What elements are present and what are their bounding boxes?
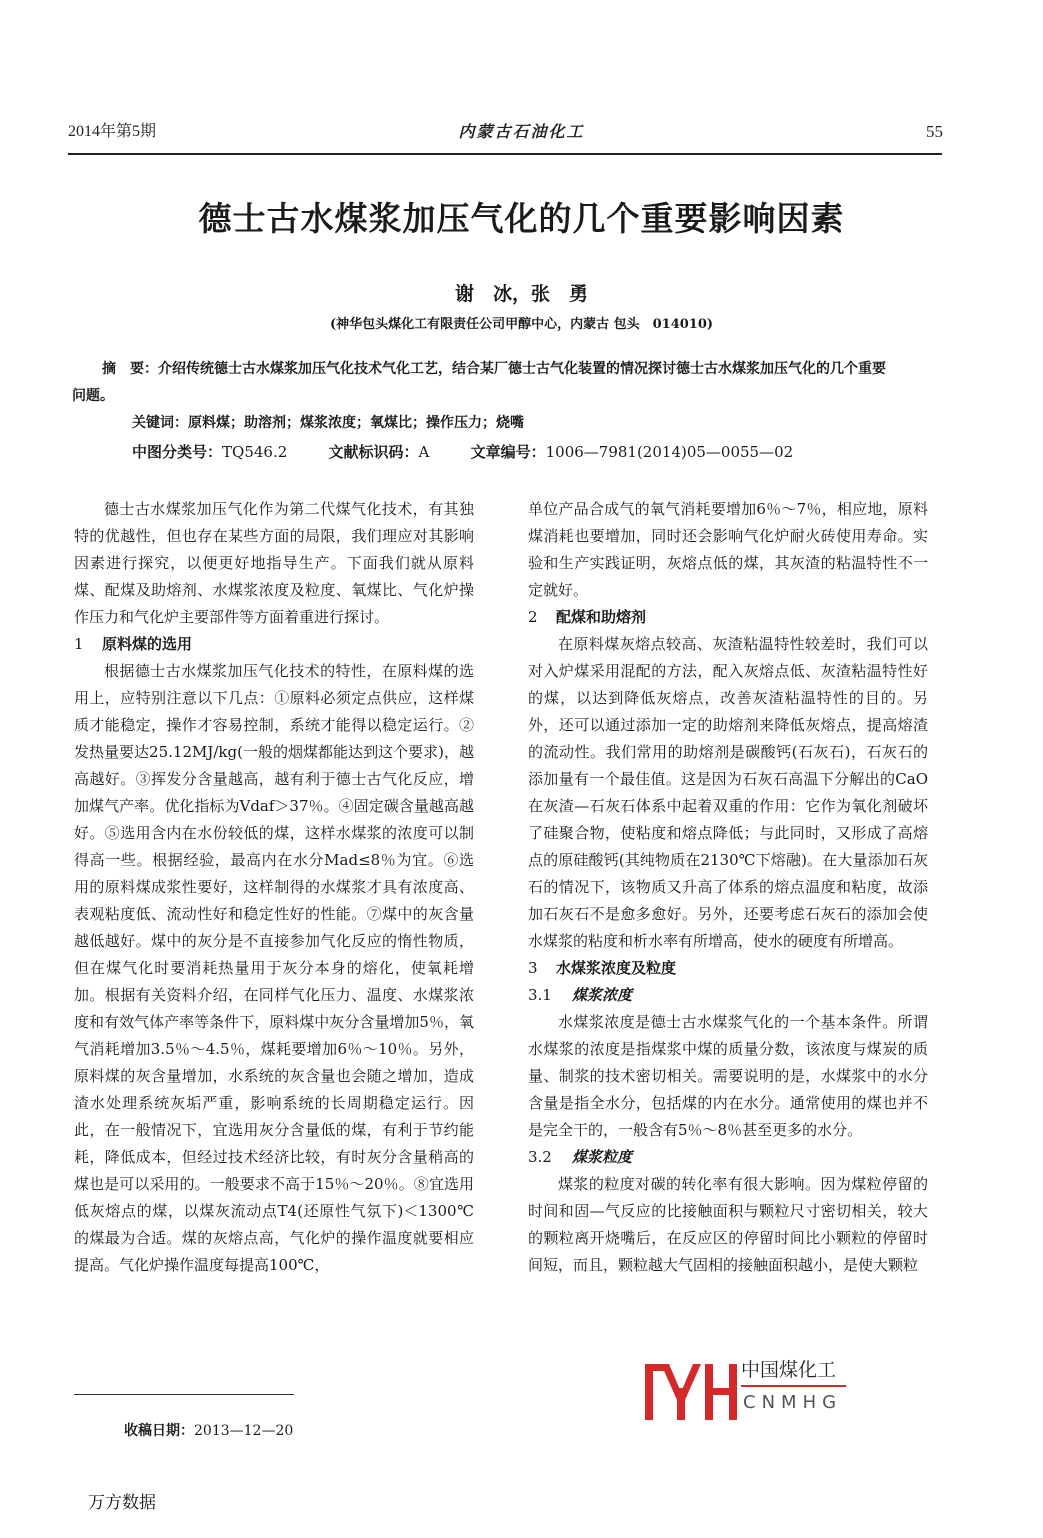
received-label: 收稿日期： <box>124 1423 194 1439</box>
keywords <box>132 412 524 434</box>
section-2-paragraph: 在原料煤灰熔点较高、灰渣粘温特性较差时，我们可以对入炉煤采用混配的方法，配入灰熔点低、灰渣粘温特性好的煤，以达到降低灰熔点，改善灰渣粘温特性的目的。另外，还可以通过添加一定的助熔剂来降低灰熔点，提高熔渣的流动性。我们常用的助熔剂是碳酸钙(石灰石)，石灰石的添加量有一个最佳值。这是因为石灰石高温下分解出的CaO在灰渣—石灰石体系中起着双重的作用：它作为氧化剂破坏了硅聚合物，使粘度和熔点降低；与此同时，又形成了高熔点的原硅酸钙(其纯物质在2130℃下熔融)。在大量添加石灰石的情况下，该物质又升高了体系的熔点温度和粘度，故添加石灰石不是愈多愈好。另外，还要考虑石灰石的添加会使水煤浆的粘度和析水率有所增高，使水的硬度有所增高。 <box>528 635 928 950</box>
page-number: 55 <box>926 122 943 141</box>
source-label: 万方数据 <box>88 1493 156 1513</box>
header-rule <box>68 153 942 155</box>
mh-logo-icon <box>643 1358 739 1422</box>
section-3-1-heading <box>528 982 928 1009</box>
section-3-1-paragraph: 水煤浆浓度是德士古水煤浆气化的一个基本条件。所谓水煤浆的浓度是指煤浆中煤的质量分数，该浓度与煤炭的质量、制浆的技术密切相关。需要说明的是，水煤浆中的水分含量是指全水分，包括煤的内在水分。通常使用的煤也并不是完全干的，一般含有5％～8％甚至更多的水分。 <box>528 1013 928 1139</box>
section-1-heading <box>74 631 474 658</box>
subsection-number: 3.2 <box>528 1148 552 1166</box>
left-column <box>74 496 474 1386</box>
watermark-logo <box>643 1358 963 1422</box>
continued-paragraph: 单位产品合成气的氧气消耗要增加6％～7％，相应地，原料煤消耗也要增加，同时还会影响气化炉耐火砖使用寿命。实验和生产实践证明，灰熔点低的煤，其灰渣的粘温特性不一定就好。 <box>528 500 928 599</box>
abstract-label: 摘 要： <box>102 361 158 377</box>
section-3-2-heading <box>528 1144 928 1171</box>
footnote-rule <box>74 1394 294 1395</box>
section-title: 原料煤的选用 <box>102 635 193 653</box>
article-title: 德士古水煤浆加压气化的几个重要影响因素 <box>198 199 845 238</box>
article-no-label: 文章编号： <box>470 443 546 461</box>
clc-value: TQ546.2 <box>222 443 288 461</box>
keywords-label: 关键词： <box>132 415 188 431</box>
intro-paragraph: 德士古水煤浆加压气化作为第二代煤气化技术，有其独特的优越性，但也存在某些方面的局限，我们理应对其影响因素进行探究，以便更好地指导生产。下面我们就从原料煤、配煤及助熔剂、水煤浆浓度及粒度、氧煤比、气化炉操作压力和气化炉主要部件等方面着重进行探讨。 <box>74 500 474 626</box>
subsection-number: 3.1 <box>528 986 552 1004</box>
watermark-en-name: CNMHG <box>743 1392 843 1413</box>
article-no-value: 1006—7981(2014)05—0055—02 <box>545 443 794 461</box>
section-title: 水煤浆浓度及粒度 <box>556 959 677 977</box>
received-date <box>124 1421 293 1441</box>
watermark-underline <box>741 1385 846 1387</box>
section-number: 1 <box>74 635 84 653</box>
subsection-title: 煤浆浓度 <box>572 986 633 1004</box>
affiliation: (神华包头煤化工有限责任公司甲醇中心，内蒙古 包头 014010) <box>329 317 714 332</box>
watermark-cn-name: 中国煤化工 <box>741 1359 837 1381</box>
journal-name: 内蒙古石油化工 <box>458 122 585 141</box>
doc-code-value: A <box>418 443 430 461</box>
section-number: 2 <box>528 608 538 626</box>
classification-line <box>132 441 793 463</box>
section-1-paragraph: 根据德士古水煤浆加压气化技术的特性，在原料煤的选用上，应特别注意以下几点：①原料必须定点供应，这样煤质才能稳定，操作才容易控制，系统才能得以稳定运行。②发热量要达25.12MJ/kg(一般的烟煤都能达到这个要求)，越高越好。③挥发分含量越高，越有利于德士古气化反应，增加煤气产率。优化指标为Vdaf＞37％。④固定碳含量越高越好。⑤选用含内在水份较低的煤，这样水煤浆的浓度可以制得高一些。根据经验，最高内在水分Mad≤8％为宜。⑥选用的原料煤成浆性要好，这样制得的水煤浆才具有浓度高、表观粘度低、流动性好和稳定性好的性能。⑦煤中的灰含量越低越好。煤中的灰分是不直接参加气化反应的惰性物质，但在煤气化时要消耗热量用于灰分本身的熔化，使氧耗增加。根据有关资料介绍，在同样气化压力、温度、水煤浆浓度和有效气体产率等条件下，原料煤中灰分含量增加5％，氧气消耗增加3.5％～4.5％，煤耗要增加6％～10％。另外，原料煤的灰含量增加，水系统的灰含量也会随之增加，造成渣水处理系统灰垢严重，影响系统的长周期稳定运行。因此，在一般情况下，宜选用灰分含量低的煤，有利于节约能耗，降低成本，但经过技术经济比较，有时灰分含量稍高的煤也是可以采用的。一般要求不高于15％～20％。⑧宜选用低灰熔点的煤，以煤灰流动点T4(还原性气氛下)＜1300℃的煤最为合适。煤的灰熔点高，气化炉的操作温度就要相应提高。气化炉操作温度每提高100℃， <box>74 662 474 1274</box>
doc-code-label: 文献标识码： <box>328 443 419 461</box>
section-number: 3 <box>528 959 538 977</box>
section-3-heading <box>528 955 928 982</box>
section-title: 配煤和助熔剂 <box>556 608 647 626</box>
right-column <box>528 496 928 1346</box>
subsection-title: 煤浆粒度 <box>572 1148 633 1166</box>
section-2-heading <box>528 604 928 631</box>
authors: 谢 冰，张 勇 <box>454 283 588 305</box>
issue-label: 2014年第5期 <box>68 123 157 140</box>
received-value: 2013—12—20 <box>194 1423 294 1439</box>
keywords-text: 原料煤；助溶剂；煤浆浓度；氧煤比；操作压力；烧嘴 <box>188 415 524 431</box>
clc-label: 中图分类号： <box>132 443 223 461</box>
abstract-text: 介绍传统德士古水煤浆加压气化技术气化工艺，结合某厂德士古气化装置的情况探讨德士古水煤浆加压气化的几个重要问题。 <box>72 361 886 404</box>
section-3-2-paragraph: 煤浆的粒度对碳的转化率有很大影响。因为煤粒停留的时间和固—气反应的比接触面积与颗粒尺寸密切相关，较大的颗粒离开烧嘴后，在反应区的停留时间比小颗粒的停留时间短，而且，颗粒越大气固相的接触面积越小，是使大颗粒 <box>528 1175 928 1274</box>
abstract <box>72 356 894 410</box>
